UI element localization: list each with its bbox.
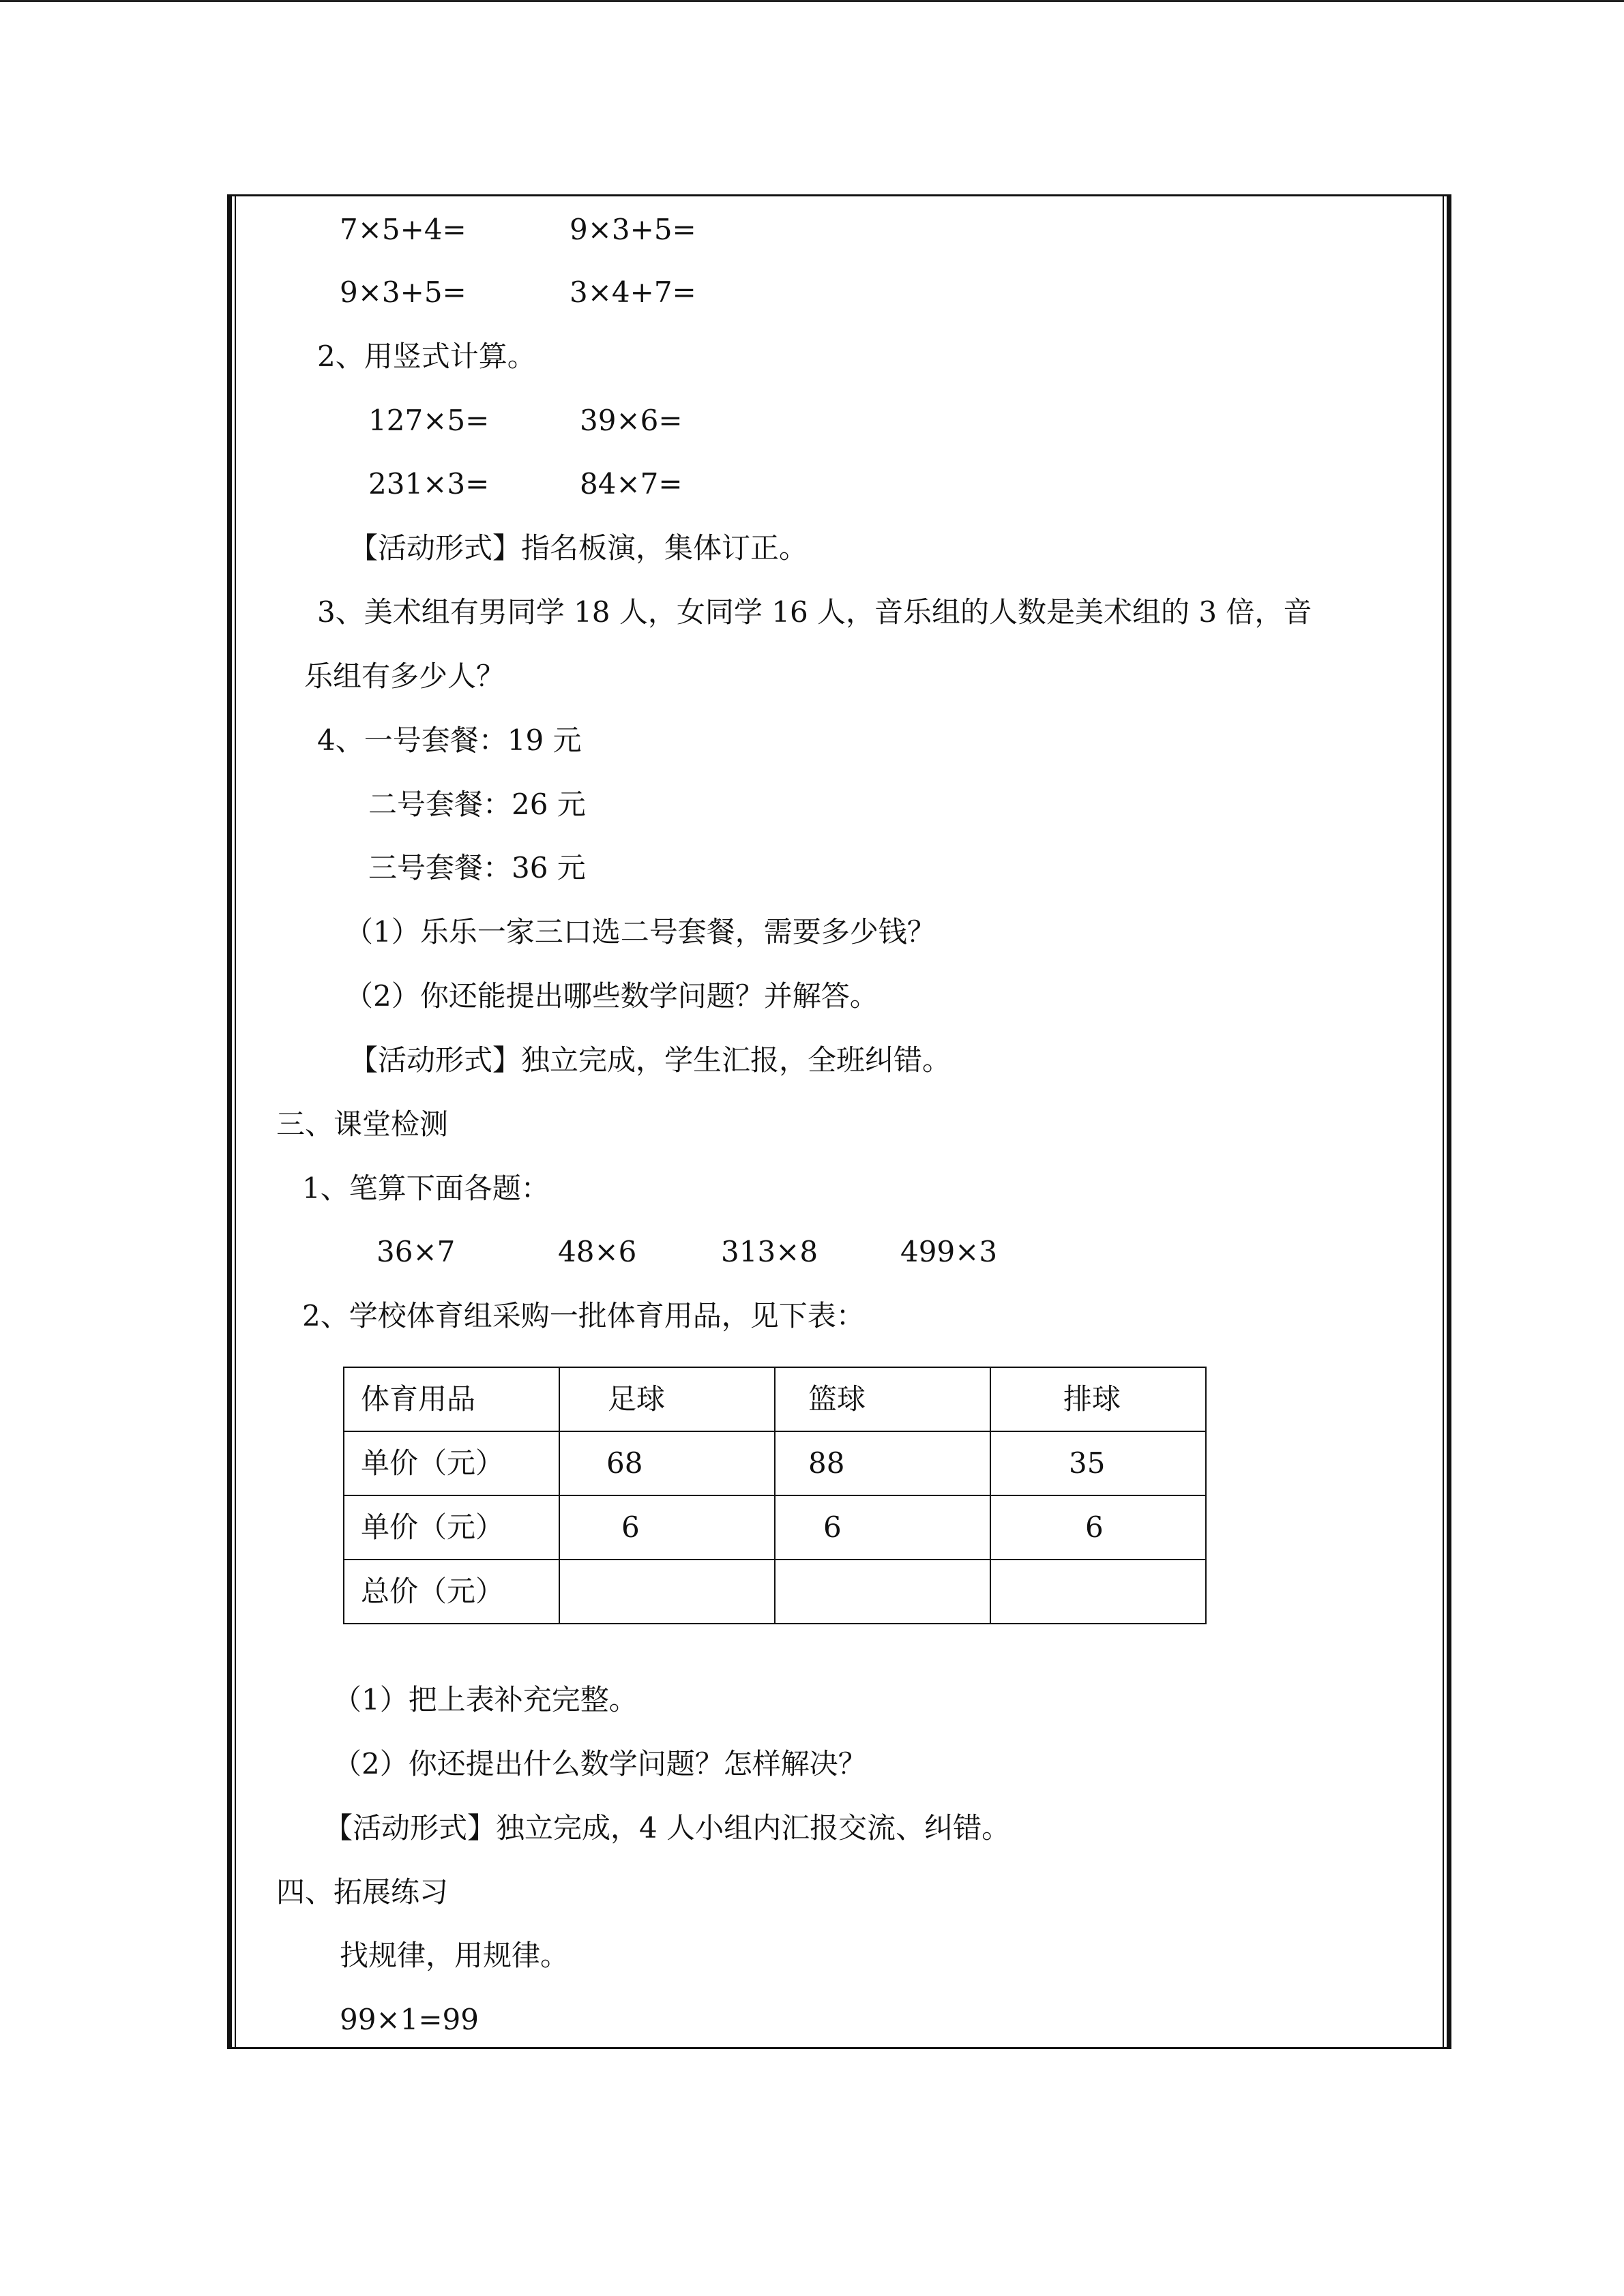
table-cell — [775, 1431, 990, 1495]
s3-q1-title: 1、笔算下面各题： — [302, 1172, 550, 1205]
s3-q1-item4: 499×3 — [900, 1235, 998, 1268]
cell-text: 总价（元） — [361, 1575, 505, 1608]
table-cell — [990, 1367, 1206, 1431]
exercise1-r1-c2: 9×3+5= — [570, 213, 696, 246]
frame-right-border — [1442, 194, 1451, 2049]
cell-text: 单价（元） — [361, 1510, 505, 1544]
s3-sub2: （2）你还提出什么数学问题？怎样解决？ — [333, 1747, 867, 1780]
q4-line3: 三号套餐：36 元 — [368, 851, 586, 884]
table-cell — [559, 1431, 775, 1495]
cell-text: 排球 — [1063, 1382, 1121, 1416]
sports-goods-table — [343, 1367, 1207, 1624]
q2-r1-c2: 39×6= — [580, 404, 683, 437]
exercise1-r2-c1: 9×3+5= — [340, 275, 467, 309]
s3-q2-title: 2、学校体育组采购一批体育用品，见下表： — [302, 1299, 865, 1332]
cell-text: 足球 — [608, 1382, 666, 1416]
q4-line1: 4、一号套餐：19 元 — [317, 724, 582, 757]
cell-text: 体育用品 — [361, 1382, 476, 1416]
table-cell — [990, 1431, 1206, 1495]
table-cell — [344, 1367, 559, 1431]
exercise1-r2-c2: 3×4+7= — [570, 275, 696, 309]
cell-text: 6 — [621, 1510, 640, 1544]
q2-r2-c2: 84×7= — [580, 467, 683, 501]
q3-line2: 乐组有多少人？ — [304, 659, 505, 693]
table-cell — [775, 1367, 990, 1431]
frame-left-border — [227, 194, 237, 2049]
table-cell — [344, 1431, 559, 1495]
cell-text: 篮球 — [808, 1382, 866, 1416]
s3-sub1: （1）把上表补充完整。 — [333, 1683, 638, 1716]
table-cell — [990, 1560, 1206, 1624]
s4-line2: 99×1=99 — [340, 2003, 479, 2036]
table-row — [344, 1367, 1206, 1431]
s3-q1-item3: 313×8 — [721, 1235, 818, 1268]
table-cell — [559, 1495, 775, 1560]
cell-text: 单价（元） — [361, 1446, 505, 1480]
table-cell — [344, 1495, 559, 1560]
table-cell — [559, 1367, 775, 1431]
exercise1-r1-c1: 7×5+4= — [340, 213, 467, 246]
activity-form-1: 【活动形式】指名板演，集体订正。 — [349, 531, 808, 565]
table-row — [344, 1431, 1206, 1495]
q4-sub1: （1）乐乐一家三口选二号套餐，需要多少钱？ — [344, 915, 936, 949]
table-cell — [344, 1560, 559, 1624]
page-top-rule — [0, 0, 1624, 2]
q2-title: 2、用竖式计算。 — [317, 340, 536, 373]
cell-text: 88 — [808, 1446, 845, 1480]
table-cell — [775, 1495, 990, 1560]
table-cell — [775, 1560, 990, 1624]
activity-form-3: 【活动形式】独立完成，4 人小组内汇报交流、纠错。 — [324, 1811, 1011, 1845]
s4-line1: 找规律，用规律。 — [340, 1939, 570, 1972]
cell-text: 35 — [1069, 1446, 1106, 1480]
table-cell — [559, 1560, 775, 1624]
q4-sub2: （2）你还能提出哪些数学问题？并解答。 — [344, 979, 879, 1013]
section3-title: 三、课堂检测 — [276, 1107, 449, 1141]
q2-r1-c1: 127×5= — [368, 404, 490, 437]
cell-text: 6 — [823, 1510, 842, 1544]
cell-text: 6 — [1085, 1510, 1104, 1544]
cell-text: 68 — [606, 1446, 643, 1480]
table-cell — [990, 1495, 1206, 1560]
s3-q1-item2: 48×6 — [558, 1235, 637, 1268]
section4-title: 四、拓展练习 — [276, 1875, 449, 1909]
q4-line2: 二号套餐：26 元 — [368, 788, 586, 821]
table-row — [344, 1560, 1206, 1624]
q3-line1: 3、美术组有男同学 18 人，女同学 16 人，音乐组的人数是美术组的 3 倍，音 — [317, 595, 1312, 629]
s3-q1-item1: 36×7 — [377, 1235, 456, 1268]
q2-r2-c1: 231×3= — [368, 467, 490, 501]
activity-form-2: 【活动形式】独立完成，学生汇报，全班纠错。 — [349, 1043, 951, 1077]
table-row — [344, 1495, 1206, 1560]
